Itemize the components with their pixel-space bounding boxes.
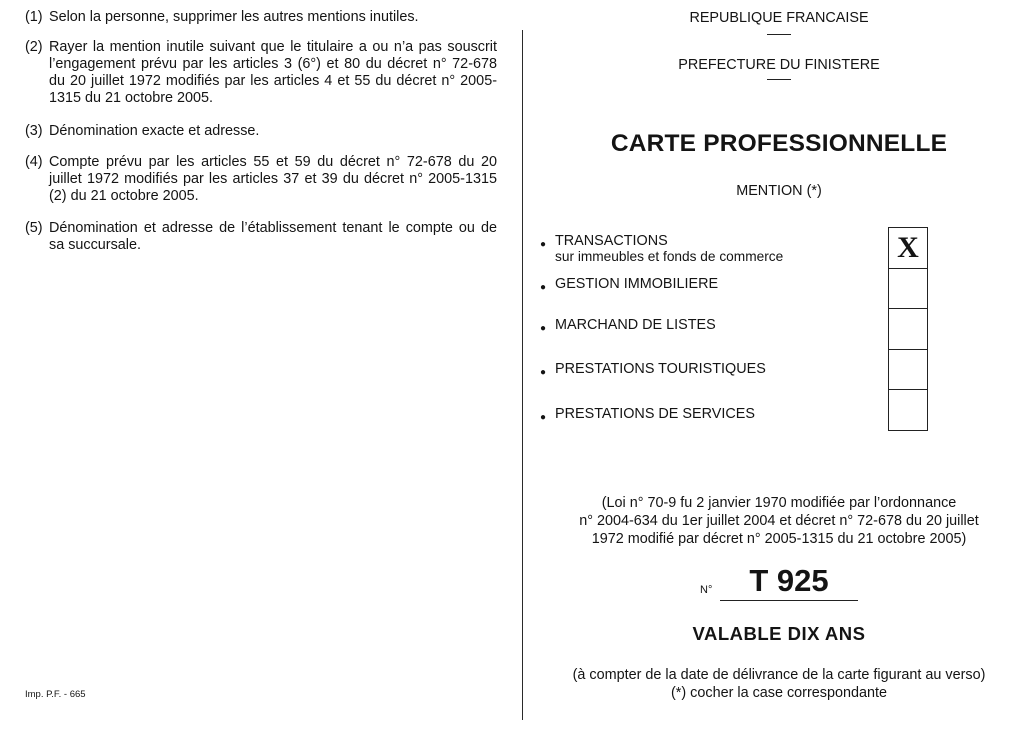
note-number: (4) [25, 154, 43, 170]
legal-reference [540, 494, 1010, 548]
mention-label: MENTION (*) [736, 183, 822, 199]
note-text: Rayer la mention inutile suivant que le titulaire a ou n’a pas souscrit l’engagement prévu par les articles 3 (6°) et 80 du décret n° 72-678 du 20 juillet 1972 modifiés par les articles 4 et 55 du décret n° 2005-1315 du 21 octobre 2005. [49, 39, 497, 106]
bullet-icon: ● [540, 367, 547, 378]
option-label: PRESTATIONS DE SERVICES [555, 406, 755, 422]
imprint: Imp. P.F. - 665 [25, 689, 86, 700]
note-2 [25, 39, 497, 107]
notes-section [25, 9, 497, 254]
note-text: Compte prévu par les articles 55 et 59 du décret n° 72-678 du 20 juillet 1972 modifiés par les articles 37 et 39 du décret n° 2005-1315 (2) du 21 octobre 2005. [49, 154, 497, 204]
heading-rule [767, 34, 791, 35]
note-3 [25, 123, 497, 140]
note-1 [25, 9, 497, 26]
checkbox-column [888, 227, 928, 431]
checkbox-marchand-de-listes[interactable] [889, 309, 927, 350]
prefecture-heading: PREFECTURE DU FINISTERE [678, 57, 880, 73]
checkbox-gestion-immobiliere[interactable] [889, 269, 927, 310]
option-label: PRESTATIONS TOURISTIQUES [555, 361, 766, 377]
bullet-icon: ● [540, 282, 547, 293]
bullet-icon: ● [540, 239, 547, 250]
number-prefix: N° [700, 584, 713, 596]
legal-line: (Loi n° 70-9 fu 2 janvier 1970 modifiée par l’ordonnance [601, 495, 957, 511]
card-title: CARTE PROFESSIONNELLE [610, 130, 948, 157]
footer-line: (à compter de la date de délivrance de la carte figurant au verso) [572, 667, 986, 683]
note-number: (5) [25, 220, 43, 236]
heading-rule [767, 79, 791, 80]
note-text: Selon la personne, supprimer les autres mentions inutiles. [49, 9, 419, 25]
card-number [700, 562, 860, 602]
option-label: GESTION IMMOBILIERE [555, 276, 719, 292]
number-value: T 925 [720, 562, 858, 601]
footer-line: (*) cocher la case correspondante [671, 685, 887, 701]
note-number: (3) [25, 123, 43, 139]
note-number: (1) [25, 9, 43, 25]
vertical-divider [522, 30, 523, 720]
note-4 [25, 154, 497, 205]
legal-line: n° 2004-634 du 1er juillet 2004 et décret n° 72-678 du 20 juillet [579, 513, 979, 529]
option-label: TRANSACTIONS [555, 233, 668, 249]
note-text: Dénomination exacte et adresse. [49, 123, 260, 139]
checkbox-prestations-touristiques[interactable] [889, 350, 927, 391]
bullet-icon: ● [540, 323, 547, 334]
note-number: (2) [25, 39, 43, 55]
bullet-icon: ● [540, 412, 547, 423]
legal-line: 1972 modifié par décret n° 2005-1315 du 21 octobre 2005) [591, 531, 967, 547]
checkbox-transactions[interactable]: X [889, 228, 927, 269]
footer-notes [540, 666, 1010, 702]
option-sublabel: sur immeubles et fonds de commerce [555, 249, 784, 264]
option-label: MARCHAND DE LISTES [555, 317, 716, 333]
validity-label: VALABLE DIX ANS [692, 623, 866, 644]
note-text: Dénomination et adresse de l’établissement tenant le compte ou de sa succursale. [49, 220, 497, 253]
republic-heading: REPUBLIQUE FRANCAISE [689, 10, 869, 26]
checkbox-prestations-de-services[interactable] [889, 390, 927, 430]
note-5 [25, 220, 497, 254]
